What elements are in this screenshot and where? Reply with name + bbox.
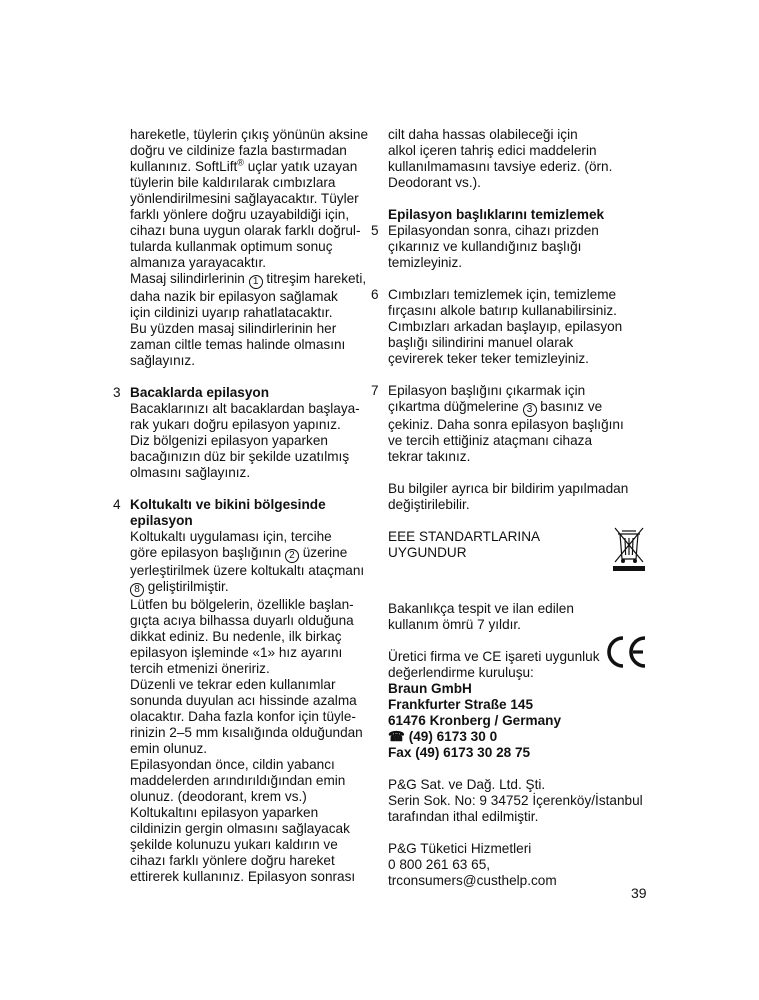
text-line: için cildinizi uyarıp rahatlatacaktır. xyxy=(130,305,333,320)
company-fax: Fax (49) 6173 30 28 75 xyxy=(388,745,531,760)
step-number: 3 xyxy=(113,385,121,400)
company-street: Frankfurter Straße 145 xyxy=(388,697,534,712)
text-line: gıçta acıya bilhassa duyarlı olduğuna xyxy=(130,613,354,628)
text-line: sonunda duyulan acı hissinde azalma xyxy=(130,693,357,708)
text-line: hareketle, tüylerin çıkış yönünün aksine xyxy=(130,127,369,142)
text-line: yerleştirilmek üzere koltukaltı ataçmanı xyxy=(130,563,365,578)
step-7 xyxy=(371,383,648,465)
circled-number-2: 2 xyxy=(285,549,299,563)
text-line: çıkartma düğmelerine 3 basınız ve xyxy=(388,399,603,415)
text-line: 8 geliştirilmiştir. xyxy=(130,579,372,597)
text-line: tekrar takınız. xyxy=(388,449,471,464)
text-line: Epilasyon başlığını çıkarmak için xyxy=(388,383,586,398)
text-line: doğru ve cildinize fazla bastırmadan xyxy=(130,143,347,158)
text-line: ettirerek kullanınız. Epilasyon sonrası xyxy=(130,869,356,884)
ministry-line: kullanım ömrü 7 yıldır. xyxy=(388,617,521,632)
text-line: tularda kullanmak optimum sonuç xyxy=(130,239,333,254)
text-line: başlığı silindirini manuel olarak xyxy=(388,335,574,350)
text-line: dikkat ediniz. Bu nedenle, ilk birkaç xyxy=(130,629,342,644)
eee-line: UYGUNDUR xyxy=(388,545,467,560)
text-line: cilt daha hassas olabileceği için xyxy=(388,127,578,142)
step-4-underarm-bikini xyxy=(113,497,372,885)
text-line: Diz bölgenizi epilasyon yaparken xyxy=(130,433,328,448)
text-line: Bu yüzden masaj silindirlerinin her xyxy=(130,321,337,336)
text-line: çıkarınız ve kullandığınız başlığı xyxy=(388,239,582,254)
right-column xyxy=(371,127,648,889)
step-number: 4 xyxy=(113,497,121,512)
left-column xyxy=(113,127,372,885)
text-line: zaman ciltle temas halinde olmasını xyxy=(130,337,346,352)
text-line: kullanılmamasını tavsiye ederiz. (örn. xyxy=(388,159,613,174)
text-line: cildinizin gergin olmasını sağlayacak xyxy=(130,821,350,836)
text-line: Cımbızları temizlemek için, temizleme xyxy=(388,287,617,302)
step-number: 7 xyxy=(371,383,379,398)
text-line: ve tercih ettiğiniz ataçmanı cihaza xyxy=(388,433,593,448)
ce-line: Üretici firma ve CE işareti uygunluk xyxy=(388,649,600,664)
ce-line: değerlendirme kuruluşu: xyxy=(388,665,534,680)
company-city: 61476 Kronberg / Germany xyxy=(388,713,562,728)
ce-mark-icon xyxy=(604,635,648,669)
step-number: 5 xyxy=(371,223,379,238)
step-number: 6 xyxy=(371,287,379,302)
step-5 xyxy=(371,223,648,271)
importer-line: Serin Sok. No: 9 34752 İçerenköy/İstanbul xyxy=(388,793,643,808)
circled-number-8: 8 xyxy=(130,583,144,597)
text-line: almanıza yarayacaktır. xyxy=(130,255,266,270)
weee-bin-icon xyxy=(612,525,646,573)
step-6 xyxy=(371,287,648,367)
text-line: bacağınızın düz bir şekilde uzatılmış xyxy=(130,449,350,464)
text-line: temizleyiniz. xyxy=(388,255,463,270)
circled-number-3: 3 xyxy=(523,403,537,417)
text-line: Koltukaltı uygulaması için, tercihe xyxy=(130,529,332,544)
consumer-line: 0 800 261 63 65, xyxy=(388,857,491,872)
text-line: tüylerin bile kaldırılarak cımbızlara xyxy=(130,175,336,190)
text-line: olmasını sağlayınız. xyxy=(130,465,251,480)
text-line: Deodorant vs.). xyxy=(388,175,481,190)
registered-mark: ® xyxy=(237,157,244,168)
consumer-line: trconsumers@custhelp.com xyxy=(388,873,557,888)
text-line: sağlayınız. xyxy=(130,353,195,368)
ministry-line: Bakanlıkça tespit ve ilan edilen xyxy=(388,601,574,616)
text-line: çekiniz. Daha sonra epilasyon başlığını xyxy=(388,417,624,432)
text-line: şekilde kolunuzu yukarı kaldırın ve xyxy=(130,837,338,852)
section-heading: Epilasyon başlıklarını temizlemek xyxy=(388,207,605,222)
eee-line: EEE STANDARTLARINA xyxy=(388,529,541,544)
step-3-legs xyxy=(113,385,372,481)
text-line: çevirerek teker teker temizleyiniz. xyxy=(388,351,589,366)
text-line: epilasyon işleminde «1» hız ayarını xyxy=(130,645,343,660)
step-heading: epilasyon xyxy=(130,513,193,528)
phone-icon: ☎ xyxy=(388,729,405,744)
notice-line: Bu bilgiler ayrıca bir bildirim yapılmadan xyxy=(388,481,629,496)
text-line: yönlendirilmesini sağlayacaktır. Tüyler xyxy=(130,191,359,206)
step-heading: Koltukaltı ve bikini bölgesinde xyxy=(130,497,326,512)
text-line: Bacaklarınızı alt bacaklardan başlaya- xyxy=(130,401,360,416)
company-phone: ☎ (49) 6173 30 0 xyxy=(388,729,498,744)
text-line: farklı yönlere doğru uzayabildiği için, xyxy=(130,207,350,222)
consumer-line: P&G Tüketici Hizmetleri xyxy=(388,841,532,856)
text-line: Cımbızları arkadan başlayıp, epilasyon xyxy=(388,319,623,334)
text-line: kullanınız. SoftLift® uçlar yatık uzayan xyxy=(130,157,358,174)
text-line: rinizin 2–5 mm kısalığında olduğundan xyxy=(130,725,363,740)
text-line: fırçasını alkole batırıp kullanabilirsiniz. xyxy=(388,303,617,318)
importer-line: P&G Sat. ve Dağ. Ltd. Şti. xyxy=(388,777,546,792)
text-line: cihazı farklı yönlere doğru hareket xyxy=(130,853,335,868)
importer-line: tarafından ithal edilmiştir. xyxy=(388,809,539,824)
text-line: cihazı buna uygun olarak farklı doğrul- xyxy=(130,223,361,238)
text-line: Koltukaltını epilasyon yaparken xyxy=(130,805,319,820)
circled-number-1: 1 xyxy=(249,275,263,289)
step-heading: Bacaklarda epilasyon xyxy=(130,385,270,400)
page-number: 39 xyxy=(631,885,647,901)
text-line: olacaktır. Daha fazla konfor için tüyle- xyxy=(130,709,356,724)
text-line: göre epilasyon başlığının 2 üzerine xyxy=(130,545,348,561)
text-line: olunuz. (deodorant, krem vs.) xyxy=(130,789,307,804)
notice-line: değiştirilebilir. xyxy=(388,497,470,512)
text-line: Düzenli ve tekrar eden kullanımlar xyxy=(130,677,336,692)
text-line: Epilasyondan sonra, cihazı prizden xyxy=(388,223,599,238)
text-line: maddelerden arındırıldığından emin xyxy=(130,773,346,788)
text-line: Lütfen bu bölgelerin, özellikle başlan- xyxy=(130,597,354,612)
text-line: daha nazik bir epilasyon sağlamak xyxy=(130,289,338,304)
text-line: Masaj silindirlerinin 1 titreşim hareketi, xyxy=(130,271,367,287)
text-line: Epilasyondan önce, cildin yabancı xyxy=(130,757,335,772)
text-line: alkol içeren tahriş edici maddelerin xyxy=(388,143,597,158)
text-line: rak yukarı doğru epilasyon yapınız. xyxy=(130,417,341,432)
text-line: emin olunuz. xyxy=(130,741,208,756)
text-line: tercih etmenizi öneririz. xyxy=(130,661,270,676)
company-name: Braun GmbH xyxy=(388,681,472,696)
